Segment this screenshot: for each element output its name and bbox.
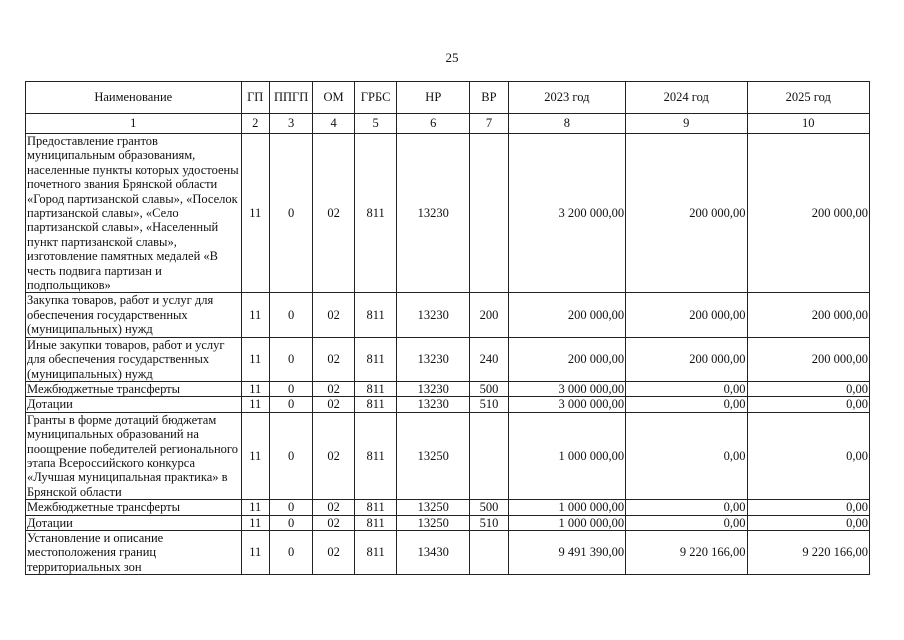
cell-om: 02 [313,397,354,412]
cell-2025: 200 000,00 [747,337,870,381]
cell-gp: 11 [241,412,269,499]
cell-vr: 200 [470,293,508,337]
budget-table [25,81,870,575]
cell-vr: 500 [470,500,508,515]
cell-gp: 11 [241,381,269,396]
cell-name: Межбюджетные трансферты [26,381,242,396]
cell-2024: 9 220 166,00 [626,530,747,574]
cell-2025: 0,00 [747,397,870,412]
cell-grbs: 811 [354,397,397,412]
table-row [26,500,870,515]
table-row [26,530,870,574]
cell-2024: 200 000,00 [626,293,747,337]
cell-name: Предоставление грантов муниципальным образованиям, населенные пункты которых удостоены почетного звания Брянской области «Город партизанской славы», «Поселок партизанской славы», «Село партизанской славы», «Населенный пункт партизанской славы», изготовление памятных медалей «В честь подвига партизан и подпольщиков» [26,134,242,293]
cell-nr: 13230 [397,381,470,396]
cell-om: 02 [313,337,354,381]
header-gp: ГП [241,82,269,114]
column-number: 7 [470,114,508,134]
cell-2024: 0,00 [626,381,747,396]
cell-om: 02 [313,134,354,293]
table-row [26,515,870,530]
cell-name: Межбюджетные трансферты [26,500,242,515]
cell-om: 02 [313,381,354,396]
cell-vr: 510 [470,515,508,530]
cell-nr: 13230 [397,293,470,337]
cell-ppgp: 0 [269,337,313,381]
cell-grbs: 811 [354,412,397,499]
header-2025: 2025 год [747,82,870,114]
cell-om: 02 [313,500,354,515]
cell-name: Установление и описание местоположения границ территориальных зон [26,530,242,574]
cell-vr [470,530,508,574]
cell-om: 02 [313,412,354,499]
cell-name: Закупка товаров, работ и услуг для обеспечения государственных (муниципальных) нужд [26,293,242,337]
table-row [26,397,870,412]
cell-nr: 13230 [397,337,470,381]
cell-vr [470,134,508,293]
cell-name: Дотации [26,397,242,412]
column-number: 9 [626,114,747,134]
cell-vr: 510 [470,397,508,412]
column-number: 6 [397,114,470,134]
cell-grbs: 811 [354,381,397,396]
header-2023: 2023 год [508,82,625,114]
cell-nr: 13250 [397,500,470,515]
cell-gp: 11 [241,134,269,293]
cell-om: 02 [313,530,354,574]
cell-ppgp: 0 [269,293,313,337]
column-number: 1 [26,114,242,134]
cell-om: 02 [313,293,354,337]
cell-2023: 3 200 000,00 [508,134,625,293]
cell-2025: 9 220 166,00 [747,530,870,574]
cell-ppgp: 0 [269,381,313,396]
cell-grbs: 811 [354,337,397,381]
page-number: 25 [445,50,459,65]
cell-2023: 1 000 000,00 [508,500,625,515]
cell-vr: 240 [470,337,508,381]
cell-ppgp: 0 [269,515,313,530]
column-number: 4 [313,114,354,134]
cell-2023: 1 000 000,00 [508,412,625,499]
cell-gp: 11 [241,337,269,381]
cell-2023: 1 000 000,00 [508,515,625,530]
cell-grbs: 811 [354,530,397,574]
header-row [26,82,870,114]
cell-2024: 200 000,00 [626,337,747,381]
cell-gp: 11 [241,530,269,574]
header-nr: НР [397,82,470,114]
column-number-row [26,114,870,134]
cell-gp: 11 [241,293,269,337]
table-row [26,293,870,337]
header-ppgp: ППГП [269,82,313,114]
cell-name: Иные закупки товаров, работ и услуг для обеспечения государственных (муниципальных) нужд [26,337,242,381]
cell-2025: 200 000,00 [747,134,870,293]
header-name: Наименование [26,82,242,114]
cell-grbs: 811 [354,515,397,530]
cell-grbs: 811 [354,134,397,293]
cell-om: 02 [313,515,354,530]
cell-nr: 13250 [397,515,470,530]
cell-2025: 200 000,00 [747,293,870,337]
cell-nr: 13230 [397,397,470,412]
cell-nr: 13250 [397,412,470,499]
header-2024: 2024 год [626,82,747,114]
cell-nr: 13230 [397,134,470,293]
cell-2023: 200 000,00 [508,337,625,381]
cell-nr: 13430 [397,530,470,574]
cell-name: Гранты в форме дотаций бюджетам муниципальных образований на поощрение победителей регионального этапа Всероссийского конкурса «Лучшая муниципальная практика» в Брянской области [26,412,242,499]
cell-gp: 11 [241,500,269,515]
column-number: 10 [747,114,870,134]
cell-ppgp: 0 [269,500,313,515]
cell-2024: 0,00 [626,500,747,515]
header-grbs: ГРБС [354,82,397,114]
cell-ppgp: 0 [269,530,313,574]
cell-2024: 0,00 [626,412,747,499]
cell-name: Дотации [26,515,242,530]
column-number: 5 [354,114,397,134]
column-number: 2 [241,114,269,134]
cell-2023: 9 491 390,00 [508,530,625,574]
table-row [26,412,870,499]
table-row [26,381,870,396]
cell-vr [470,412,508,499]
header-vr: ВР [470,82,508,114]
cell-2023: 3 000 000,00 [508,381,625,396]
cell-2023: 200 000,00 [508,293,625,337]
cell-2025: 0,00 [747,381,870,396]
cell-grbs: 811 [354,293,397,337]
cell-2023: 3 000 000,00 [508,397,625,412]
cell-2024: 200 000,00 [626,134,747,293]
column-number: 8 [508,114,625,134]
cell-2024: 0,00 [626,397,747,412]
cell-grbs: 811 [354,500,397,515]
cell-vr: 500 [470,381,508,396]
cell-ppgp: 0 [269,412,313,499]
cell-gp: 11 [241,397,269,412]
cell-ppgp: 0 [269,397,313,412]
cell-2024: 0,00 [626,515,747,530]
cell-2025: 0,00 [747,515,870,530]
cell-gp: 11 [241,515,269,530]
cell-2025: 0,00 [747,500,870,515]
table-row [26,337,870,381]
column-number: 3 [269,114,313,134]
header-om: ОМ [313,82,354,114]
cell-ppgp: 0 [269,134,313,293]
cell-2025: 0,00 [747,412,870,499]
table-row [26,134,870,293]
